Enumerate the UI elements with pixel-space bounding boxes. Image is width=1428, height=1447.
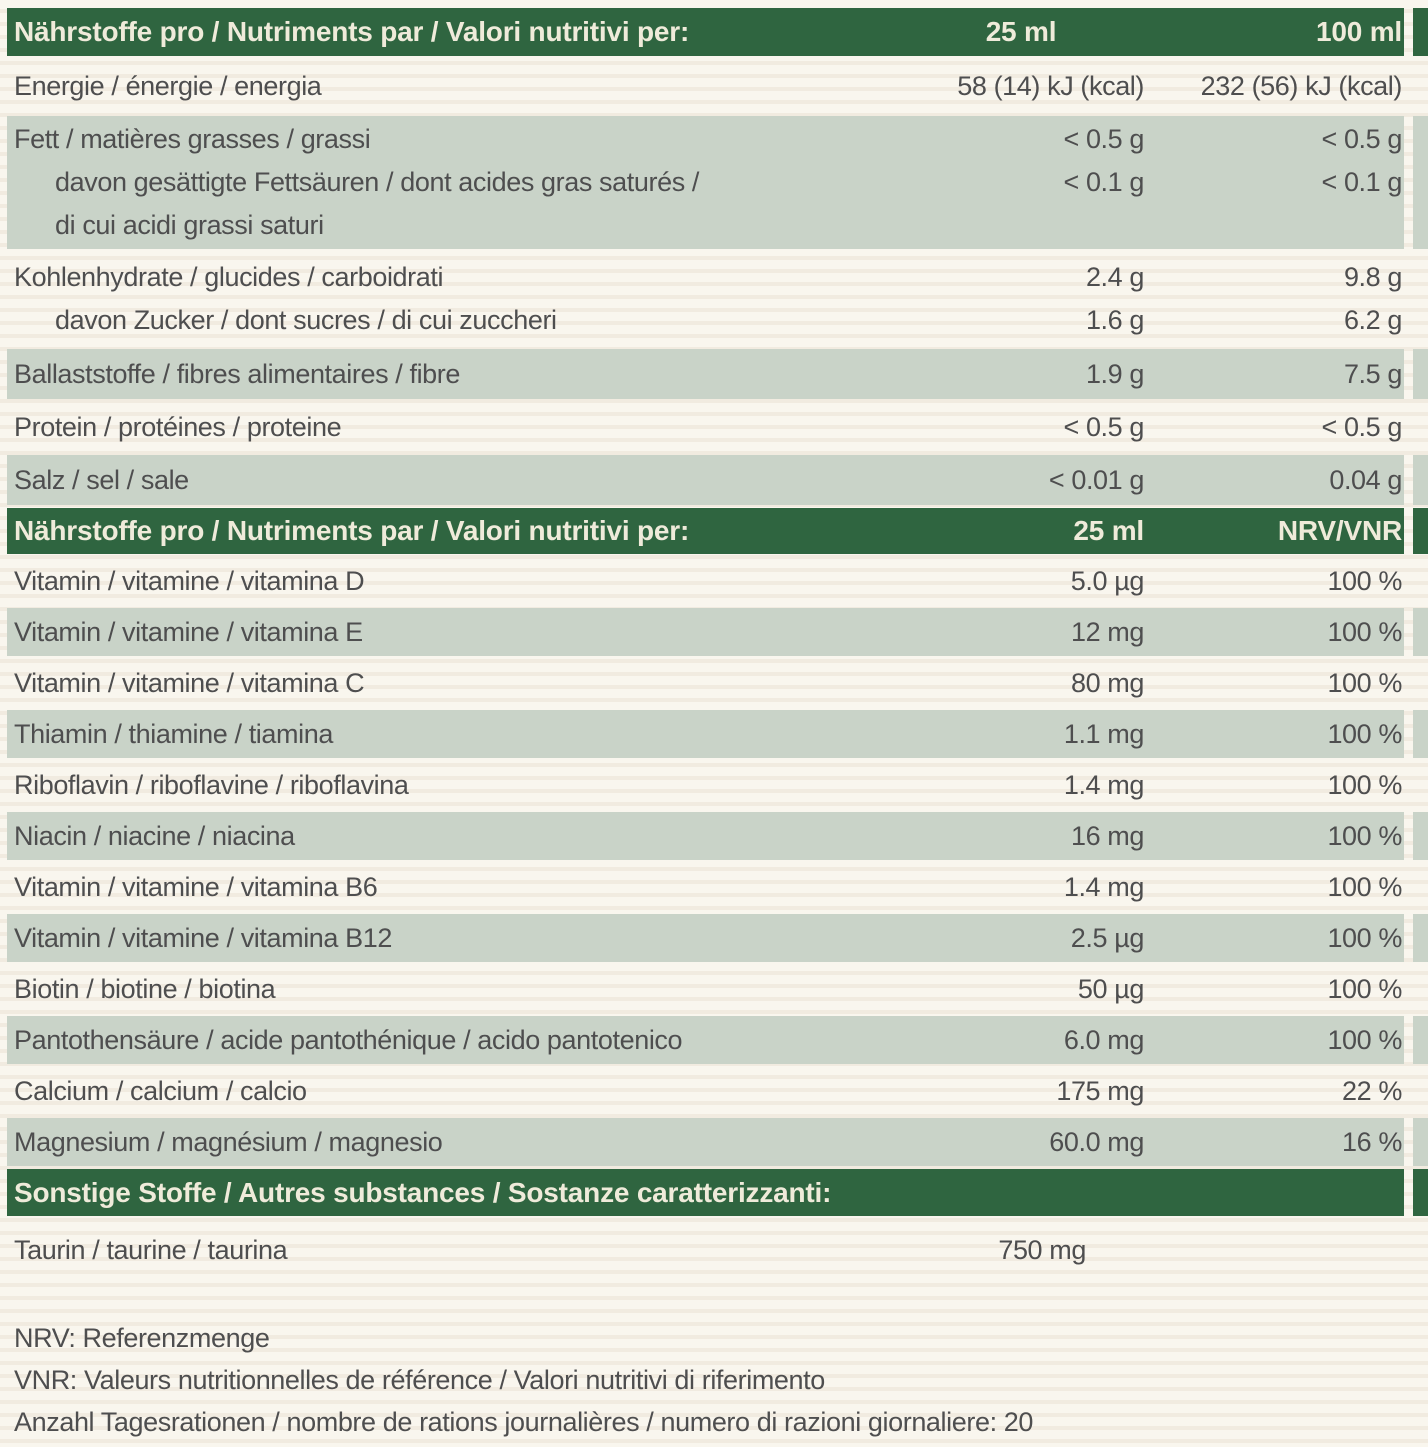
row-label-line: di cui acidi grassi saturi (55, 210, 324, 240)
value-25ml: < 0.01 g (1048, 464, 1144, 495)
value-25ml: 1.4 mg (1063, 769, 1144, 800)
value-25ml: 1.4 mg (1063, 871, 1144, 902)
header-title: Sonstige Stoffe / Autres substances / Sostanze caratterizzanti: (14, 1176, 832, 1208)
nutrition-table (7, 8, 1428, 1281)
value-nrv: 100 % (1327, 718, 1402, 749)
header-col-100ml: 100 ml (1316, 16, 1402, 47)
row-label: Niacin / niacine / niacina (14, 820, 295, 851)
value-25ml: 750 mg (998, 1234, 1086, 1265)
value-25ml: < 0.5 g (1063, 411, 1144, 442)
row-protein (7, 402, 1428, 452)
footnote-nrv: NRV: Referenzmenge (14, 1323, 270, 1353)
value-25ml (876, 256, 1166, 342)
value-100ml: 232 (56) kJ (kcal) (1200, 70, 1402, 101)
row-fett (7, 116, 1428, 249)
row-label: Vitamin / vitamine / vitamina B6 (14, 871, 378, 902)
row-vitamin-b6 (7, 863, 1428, 911)
value-25ml: 1.1 mg (1063, 718, 1144, 749)
row-biotin (7, 965, 1428, 1013)
header-title: Nährstoffe pro / Nutriments par / Valori nutritivi per: (14, 515, 690, 546)
row-label: Magnesium / magnésium / magnesio (14, 1126, 443, 1157)
row-magnesium (7, 1118, 1428, 1166)
value-25ml: 1.9 g (1085, 358, 1144, 389)
value-nrv: 100 % (1327, 973, 1402, 1004)
value-25ml: 50 µg (1077, 973, 1144, 1004)
row-label-line: davon Zucker / dont sucres / di cui zuccheri (55, 305, 557, 335)
row-riboflavin (7, 761, 1428, 809)
value-nrv: 100 % (1327, 871, 1402, 902)
value-line: < 0.1 g (1321, 167, 1402, 197)
value-line: 1.6 g (1085, 305, 1144, 335)
header-title: Nährstoffe pro / Nutriments par / Valori nutritivi per: (14, 16, 690, 47)
row-thiamin (7, 710, 1428, 758)
row-taurin (7, 1219, 1428, 1281)
value-nrv: 22 % (1342, 1075, 1402, 1106)
row-label: Vitamin / vitamine / vitamina D (14, 565, 365, 596)
value-25ml: 58 (14) kJ (kcal) (957, 70, 1144, 101)
value-25ml: 175 mg (1056, 1075, 1144, 1106)
row-label: Vitamin / vitamine / vitamina B12 (14, 922, 392, 953)
value-nrv: 100 % (1327, 616, 1402, 647)
table-header-nrv (7, 508, 1428, 554)
row-label: Vitamin / vitamine / vitamina E (14, 616, 363, 647)
value-25ml: 16 mg (1070, 820, 1144, 851)
value-25ml: 80 mg (1070, 667, 1144, 698)
value-25ml: 60.0 mg (1049, 1126, 1144, 1157)
row-niacin (7, 812, 1428, 860)
row-label: Calcium / calcium / calcio (14, 1075, 307, 1106)
row-pantothensaeure (7, 1016, 1428, 1064)
header-col-nrv-vnr: NRV/VNR (1277, 515, 1402, 546)
value-nrv: 100 % (1327, 1024, 1402, 1055)
row-label: Vitamin / vitamine / vitamina C (14, 667, 365, 698)
row-label: Salz / sel / sale (14, 464, 189, 495)
value-100ml: < 0.5 g (1321, 411, 1402, 442)
row-label: Riboflavin / riboflavine / riboflavina (14, 769, 409, 800)
row-label (7, 256, 876, 342)
value-100ml (1166, 256, 1428, 342)
value-nrv: 100 % (1327, 769, 1402, 800)
value-25ml: 6.0 mg (1063, 1024, 1144, 1055)
row-calcium (7, 1067, 1428, 1115)
row-energie (7, 59, 1428, 113)
row-vitamin-d (7, 557, 1428, 605)
row-label: Pantothensäure / acide pantothénique / acido pantotenico (14, 1024, 683, 1055)
row-label-line: davon gesättigte Fettsäuren / dont acides gras saturés / (55, 167, 699, 197)
value-100ml (1166, 118, 1428, 204)
row-kohlenhydrate (7, 252, 1428, 346)
table-header-other-substances (7, 1169, 1428, 1216)
value-100ml: 7.5 g (1343, 358, 1402, 389)
row-label: Energie / énergie / energia (14, 70, 322, 101)
value-nrv: 100 % (1327, 922, 1402, 953)
value-25ml (876, 118, 1166, 204)
row-vitamin-c (7, 659, 1428, 707)
value-nrv: 100 % (1327, 565, 1402, 596)
value-nrv: 100 % (1327, 667, 1402, 698)
label-fold-gutter (1404, 0, 1413, 1284)
row-label: Biotin / biotine / biotina (14, 973, 276, 1004)
value-25ml: 12 mg (1070, 616, 1144, 647)
row-label (7, 118, 876, 247)
value-line: 9.8 g (1343, 262, 1402, 292)
footnotes (14, 1317, 1428, 1443)
row-vitamin-e (7, 608, 1428, 656)
footnote-vnr: VNR: Valeurs nutritionnelles de référence / Valori nutritivi di riferimento (14, 1365, 825, 1395)
value-line: < 0.5 g (1063, 124, 1144, 154)
value-nrv: 16 % (1342, 1126, 1402, 1157)
value-line: 6.2 g (1343, 305, 1402, 335)
row-label: Protein / protéines / proteine (14, 411, 342, 442)
row-label-line: Kohlenhydrate / glucides / carboidrati (14, 262, 444, 292)
footnote-servings: Anzahl Tagesrationen / nombre de rations journalières / numero di razioni giornaliere: 20 (14, 1407, 1034, 1437)
value-100ml: 0.04 g (1329, 464, 1402, 495)
table-header-per-volume (7, 8, 1428, 56)
row-label: Taurin / taurine / taurina (14, 1234, 288, 1265)
value-line: < 0.1 g (1063, 167, 1144, 197)
value-nrv: 100 % (1327, 820, 1402, 851)
row-vitamin-b12 (7, 914, 1428, 962)
row-label-line: Fett / matières grasses / grassi (14, 124, 371, 154)
row-ballaststoffe (7, 349, 1428, 399)
header-col-25ml: 25 ml (985, 16, 1057, 47)
value-25ml: 2.5 µg (1070, 922, 1144, 953)
row-label: Ballaststoffe / fibres alimentaires / fibre (14, 358, 461, 389)
row-salz (7, 455, 1428, 505)
row-label: Thiamin / thiamine / tiamina (14, 718, 333, 749)
value-line: < 0.5 g (1321, 124, 1402, 154)
header-col-25ml: 25 ml (1073, 515, 1144, 546)
value-25ml: 5.0 µg (1070, 565, 1144, 596)
value-line: 2.4 g (1085, 262, 1144, 292)
